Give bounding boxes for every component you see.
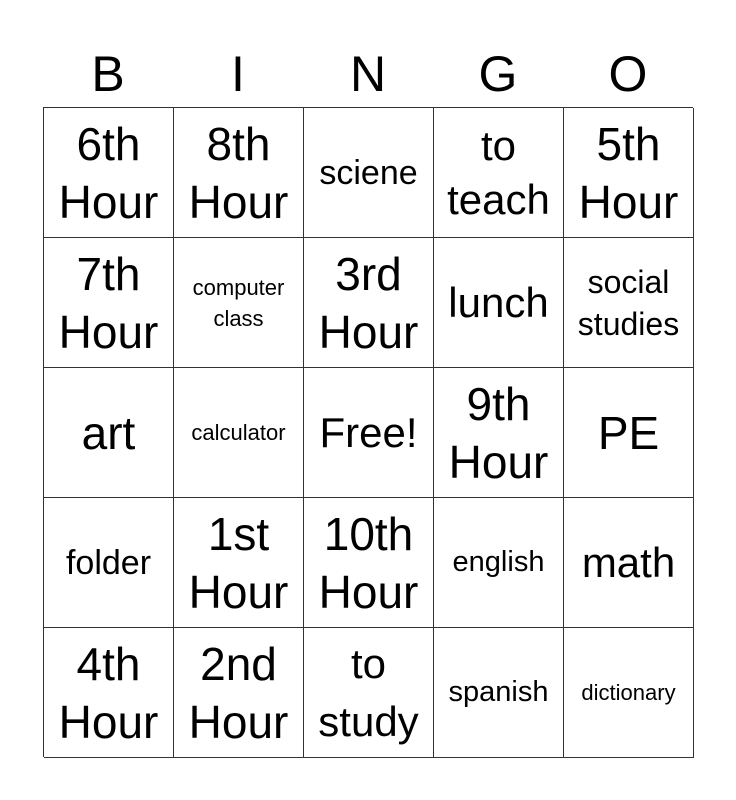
bingo-cell[interactable] [44,368,174,498]
bingo-cell[interactable] [564,628,694,758]
cell-text: english [452,546,545,578]
header-letter-o: O [608,46,648,102]
cell-text: 1st Hour [188,507,289,618]
cell-text: 4th Hour [58,637,159,748]
cell-text: Free! [319,408,418,456]
bingo-cell[interactable] [174,368,304,498]
bingo-cell[interactable] [174,498,304,628]
bingo-cell[interactable] [434,368,564,498]
bingo-card-grid [43,107,693,757]
cell-text: 2nd Hour [188,637,289,748]
bingo-cell[interactable] [434,238,564,368]
cell-text: to study [318,639,419,745]
bingo-cell[interactable] [434,498,564,628]
header-letter-i: I [231,46,245,102]
bingo-cell[interactable] [434,628,564,758]
bingo-cell[interactable] [44,628,174,758]
cell-text: lunch [448,278,549,326]
bingo-cell[interactable] [304,108,434,238]
bingo-cell[interactable] [174,238,304,368]
header-letter-g: G [478,46,518,102]
cell-text: 5th Hour [578,117,679,228]
cell-text: 8th Hour [188,117,289,228]
bingo-cell[interactable] [304,628,434,758]
header-letter-b: B [91,46,125,102]
bingo-cell[interactable] [44,238,174,368]
bingo-cell[interactable] [564,368,694,498]
bingo-cell[interactable] [564,498,694,628]
cell-text: computer class [192,274,285,331]
bingo-cell[interactable] [304,498,434,628]
bingo-cell[interactable] [304,238,434,368]
cell-text: art [81,406,136,459]
bingo-cell[interactable] [434,108,564,238]
cell-text: math [581,538,676,586]
cell-text: dictionary [581,680,676,705]
cell-text: social studies [577,263,680,342]
cell-text: 3rd Hour [318,247,419,358]
cell-text: 6th Hour [58,117,159,228]
bingo-cell[interactable] [174,108,304,238]
cell-text: folder [65,543,152,582]
header-letter-n: N [349,46,387,102]
cell-text: sciene [319,153,418,192]
cell-text: 9th Hour [448,377,549,488]
bingo-cell[interactable] [44,498,174,628]
cell-text: to teach [447,121,550,223]
cell-text: PE [597,406,660,459]
bingo-cell[interactable] [44,108,174,238]
cell-text: 7th Hour [58,247,159,358]
free-space-cell[interactable] [304,368,434,498]
bingo-cell[interactable] [564,238,694,368]
bingo-cell[interactable] [564,108,694,238]
bingo-cell[interactable] [174,628,304,758]
cell-text: 10th Hour [318,507,419,618]
bingo-header [43,40,693,108]
cell-text: spanish [448,676,549,708]
cell-text: calculator [191,420,286,445]
